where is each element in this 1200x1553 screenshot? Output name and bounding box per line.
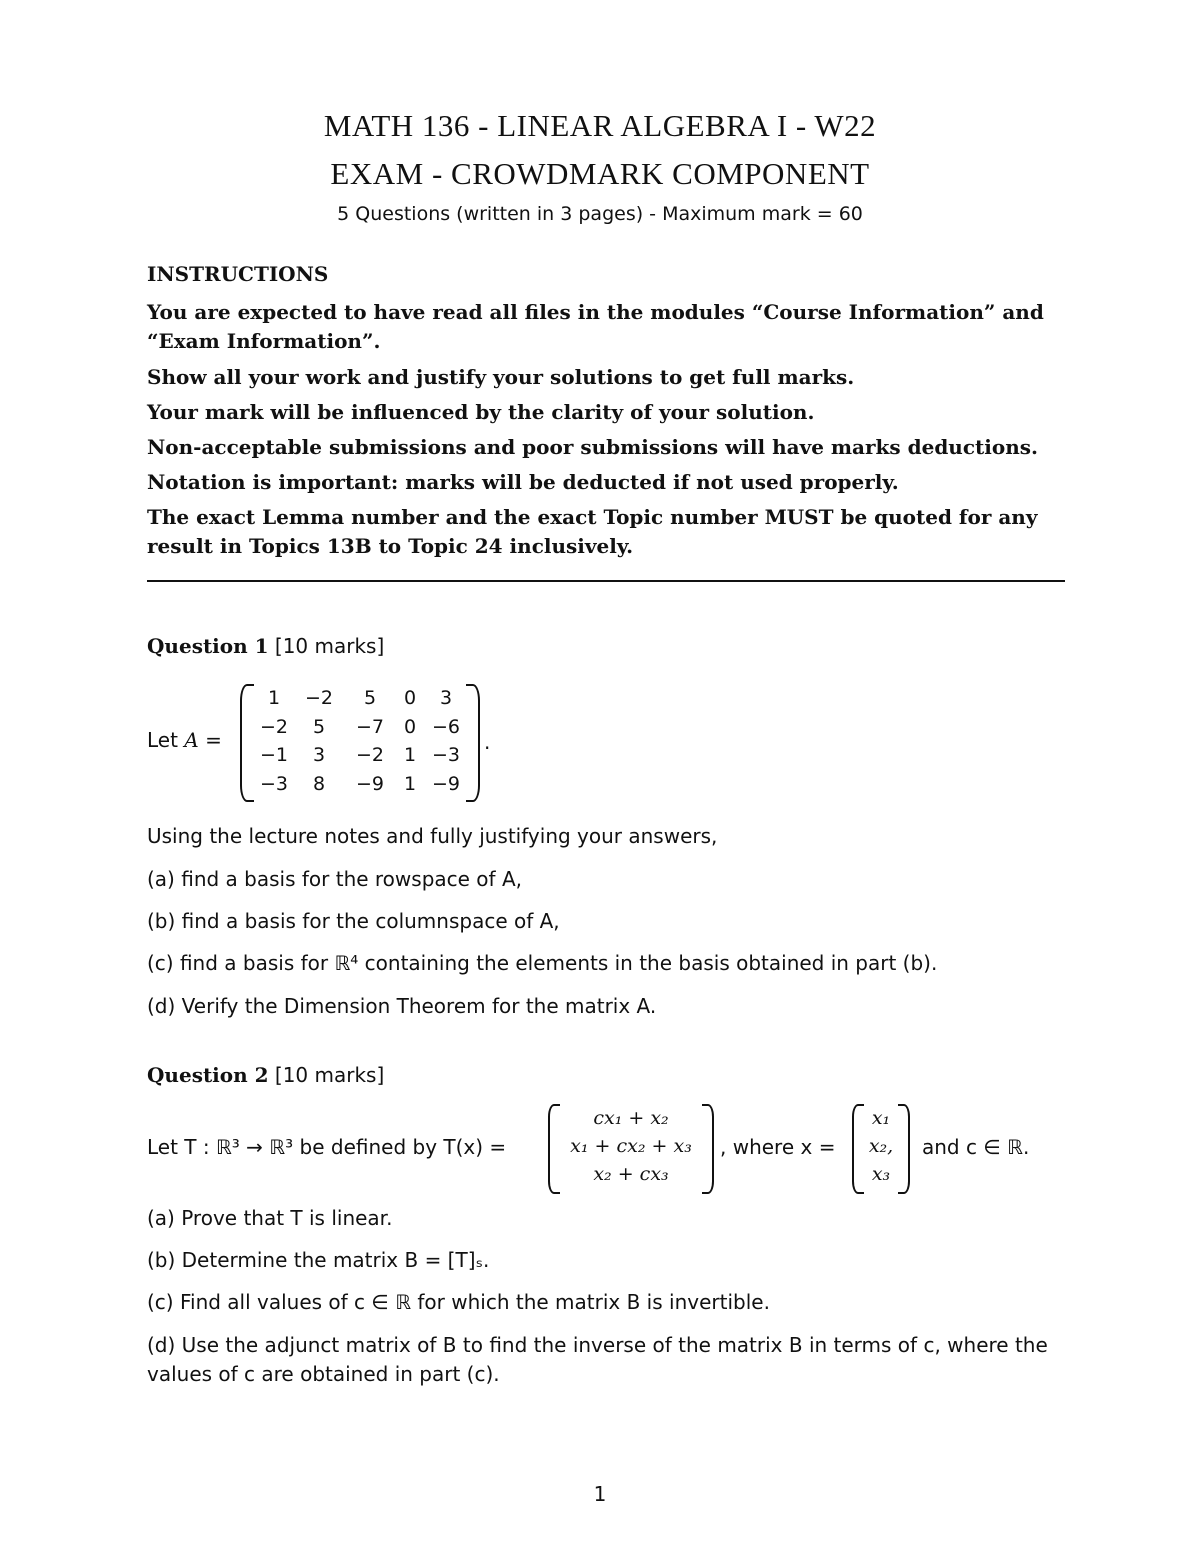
vector-entry: x₂ + cx₃	[593, 1163, 669, 1185]
instruction-item: Show all your work and justify your solutions to get full marks.	[147, 365, 855, 389]
matrix-entry: 3	[312, 744, 326, 767]
question-2-marks: [10 marks]	[274, 1063, 385, 1087]
matrix-entry: 0	[403, 715, 417, 738]
where-text: , where x =	[720, 1135, 836, 1159]
matrix-entry: 5	[312, 715, 326, 738]
matrix-entry: −6	[431, 715, 460, 738]
question-1-heading	[147, 634, 384, 658]
vector-entry: cx₁ + x₂	[593, 1107, 669, 1129]
x-vector	[852, 1104, 910, 1190]
matrix-entry: 8	[312, 772, 326, 795]
vector-entry: x₁ + cx₂ + x₃	[570, 1135, 692, 1157]
matrix-entry: −2	[304, 687, 333, 710]
question-1-part-c: (c) find a basis for ℝ⁴ containing the elements in the basis obtained in part (b).	[147, 951, 938, 975]
instruction-item: The exact Lemma number and the exact Topic number MUST be quoted for any result in Topics 13B to Topic 24 inclusively.	[147, 505, 1038, 558]
question-2-part-c: (c) Find all values of c ∈ ℝ for which the matrix B is invertible.	[147, 1290, 770, 1314]
vector-entry: x₃	[871, 1163, 891, 1185]
question-2-part-b: (b) Determine the matrix B = [T]ₛ.	[147, 1248, 490, 1272]
matrix-a	[240, 684, 480, 798]
matrix-entry: −3	[259, 772, 288, 795]
matrix-entry: −2	[259, 715, 288, 738]
exam-summary: 5 Questions (written in 3 pages) - Maximum mark = 60	[337, 203, 863, 225]
matrix-entry: 5	[363, 687, 377, 710]
instruction-item: Your mark will be influenced by the clarity of your solution.	[147, 400, 815, 424]
vector-entry: x₁	[871, 1107, 891, 1129]
instructions-heading: INSTRUCTIONS	[147, 262, 329, 286]
section-divider	[147, 580, 1065, 582]
exam-subtitle-component: EXAM - CROWDMARK COMPONENT	[330, 156, 870, 191]
matrix-entry: 1	[403, 772, 417, 795]
instruction-item: Notation is important: marks will be deducted if not used properly.	[147, 470, 899, 494]
vector-entry: x₂,	[868, 1135, 894, 1157]
question-2-label: Question 2	[147, 1063, 269, 1087]
matrix-entry: −7	[355, 715, 384, 738]
matrix-entry: −1	[259, 744, 288, 767]
exam-title: MATH 136 - LINEAR ALGEBRA I - W22	[323, 108, 877, 143]
matrix-entry: −3	[431, 744, 460, 767]
question-1-marks: [10 marks]	[274, 634, 385, 658]
matrix-entry: −2	[355, 744, 384, 767]
instruction-item: Non-acceptable submissions and poor submissions will have marks deductions.	[147, 435, 1038, 459]
left-parenthesis	[240, 684, 254, 802]
right-parenthesis	[702, 1104, 714, 1194]
question-2-heading	[147, 1063, 384, 1087]
question-1-part-b: (b) find a basis for the columnspace of A,	[147, 909, 560, 933]
matrix-row	[254, 684, 468, 713]
matrix-name: A	[184, 728, 199, 752]
question-1-label: Question 1	[147, 634, 269, 658]
question-2-part-d: (d) Use the adjunct matrix of B to find the inverse of the matrix B in terms of c, where the values of c are obtained in part (c).	[147, 1333, 1048, 1386]
instruction-item: You are expected to have read all files in the modules “Course Information” and “Exam Information”.	[147, 300, 1044, 353]
matrix-entry: 0	[403, 687, 417, 710]
equals-sign: =	[205, 728, 222, 752]
matrix-entry: 1	[403, 744, 417, 767]
matrix-row	[254, 741, 468, 770]
let-word: Let	[147, 728, 178, 752]
question-2-definition: Let T : ℝ³ → ℝ³ be defined by T(x) =	[147, 1135, 507, 1159]
matrix-entry: −9	[431, 772, 460, 795]
right-parenthesis	[898, 1104, 910, 1194]
t-vector	[548, 1104, 714, 1190]
question-1-part-a: (a) find a basis for the rowspace of A,	[147, 867, 522, 891]
question-1-part-d: (d) Verify the Dimension Theorem for the matrix A.	[147, 994, 657, 1018]
question-2-part-a: (a) Prove that T is linear.	[147, 1206, 393, 1230]
matrix-entry: −9	[355, 772, 384, 795]
matrix-a-grid	[254, 684, 468, 798]
question-2-suffix: and c ∈ ℝ.	[922, 1135, 1030, 1159]
question-1-intro: Using the lecture notes and fully justifying your answers,	[147, 824, 718, 848]
matrix-period: .	[484, 730, 491, 754]
right-parenthesis	[466, 684, 480, 802]
matrix-entry: 3	[439, 687, 453, 710]
matrix-row	[254, 713, 468, 742]
question-1-let	[147, 728, 222, 752]
page-number: 1	[593, 1482, 607, 1506]
matrix-row	[254, 770, 468, 799]
matrix-entry: 1	[267, 687, 281, 710]
